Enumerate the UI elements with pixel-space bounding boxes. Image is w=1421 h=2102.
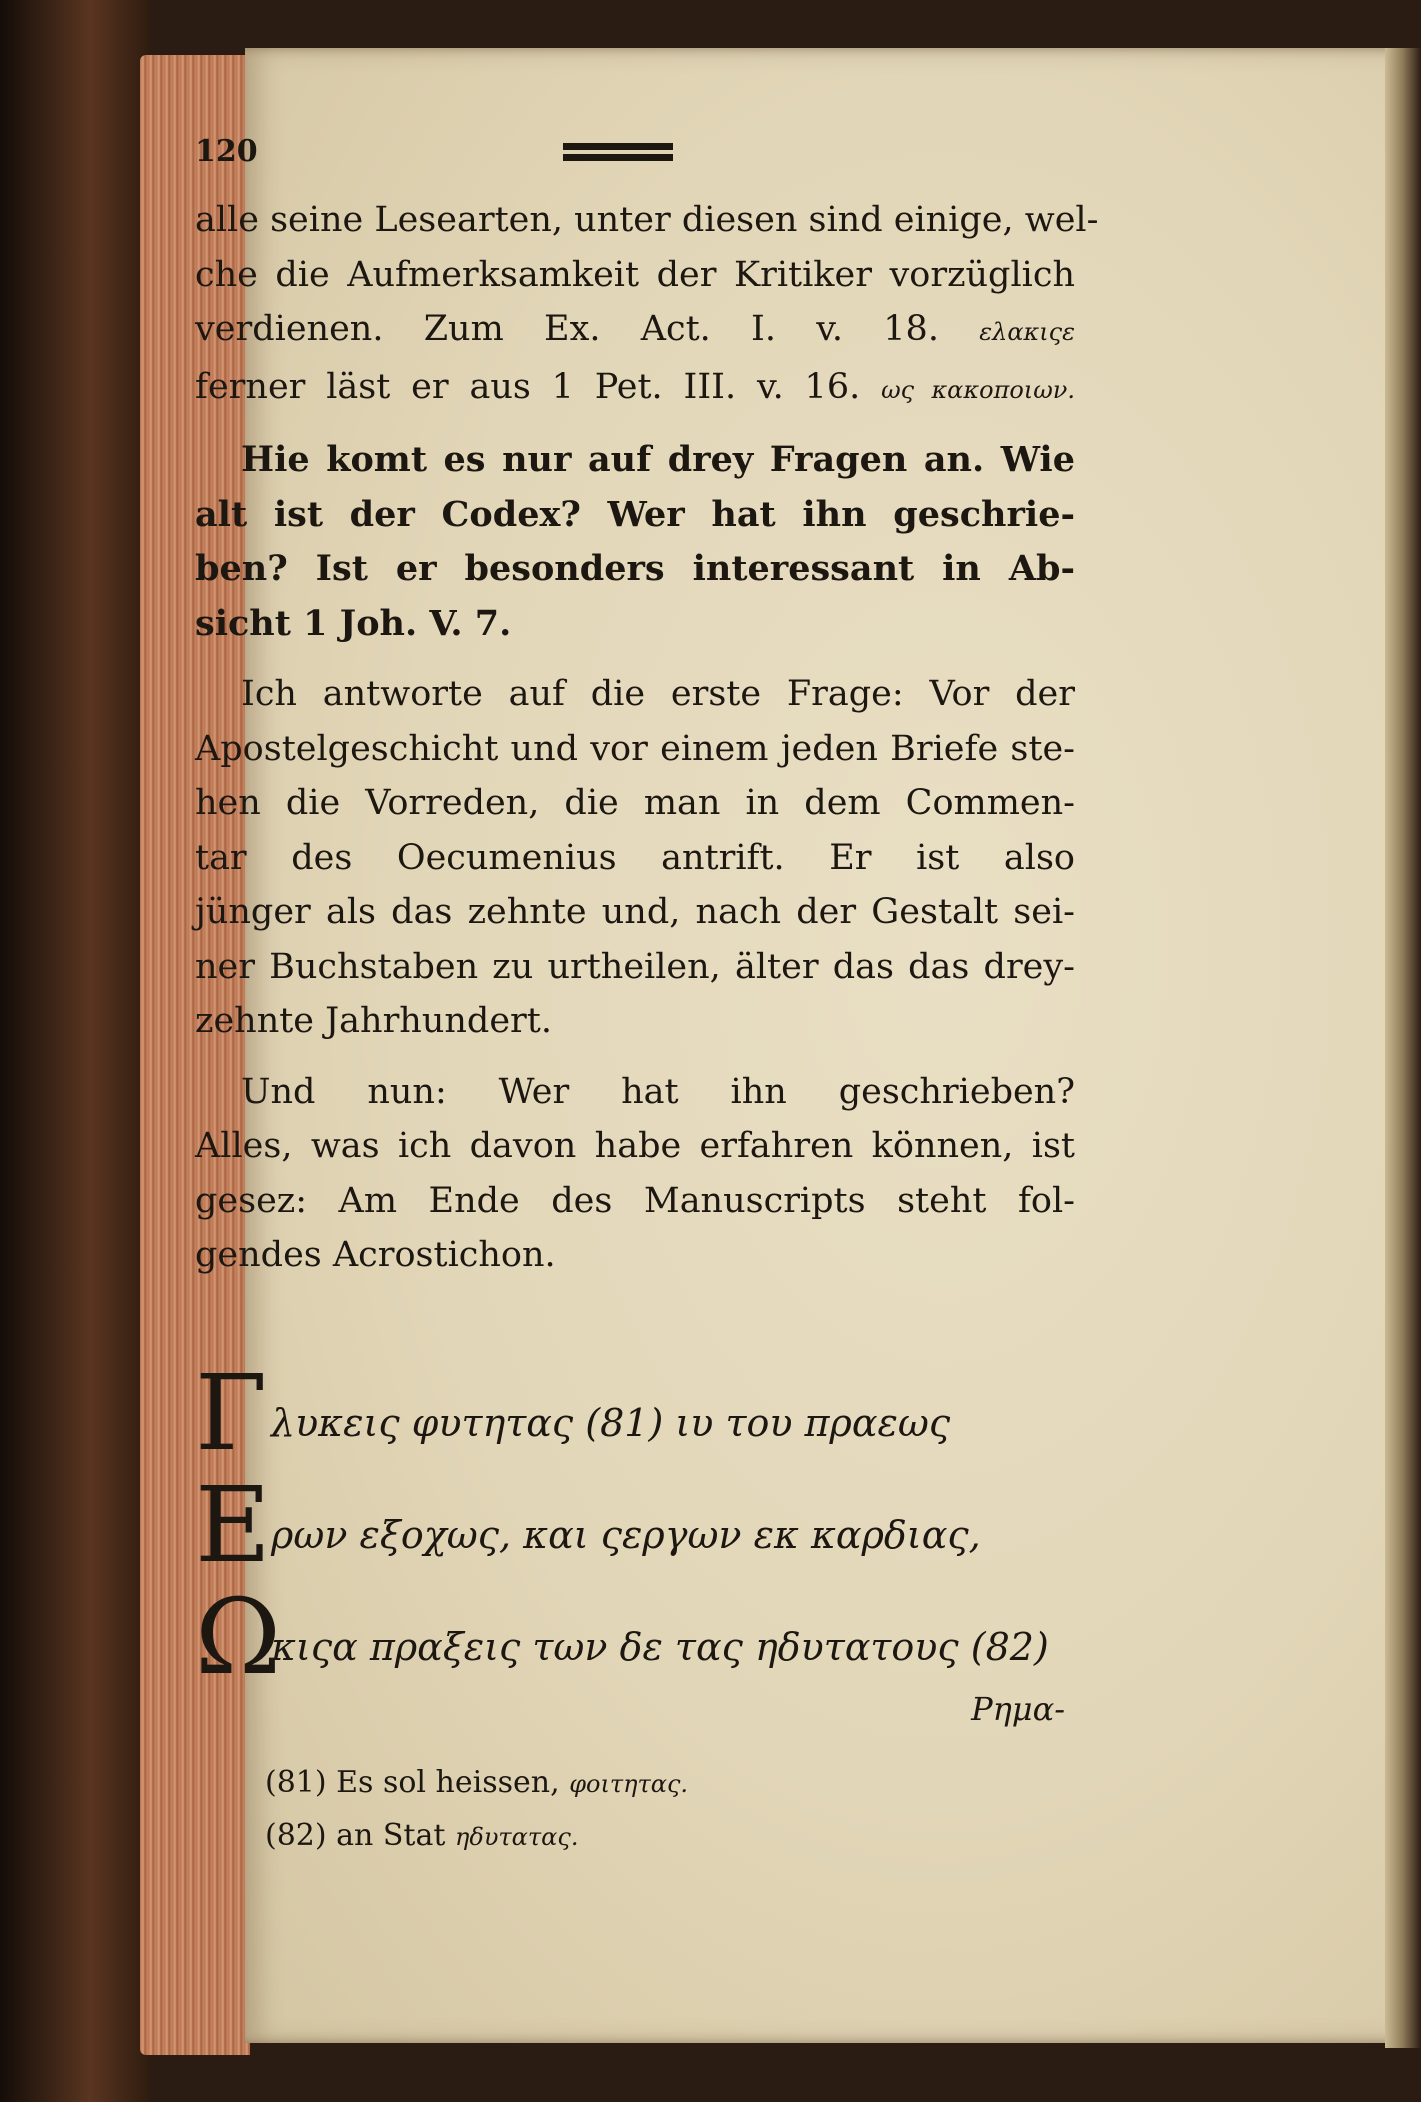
acrostic-text: ρων εξοχως, και ςεργων εκ καρδιας, xyxy=(271,1513,981,1557)
greek-word: ως κακοποιων. xyxy=(881,375,1075,404)
paragraph-author xyxy=(195,1065,1075,1283)
acrostic-initial: Ω xyxy=(195,1575,282,1698)
paragraph-readings xyxy=(195,193,1099,417)
footnote-text: Es sol heissen, xyxy=(336,1764,560,1800)
footnote xyxy=(265,1757,1075,1810)
text-line: tar des Oecumenius antrift. Er ist also xyxy=(195,837,1075,878)
catchword: Ρημα- xyxy=(971,1689,1065,1728)
text-line: alle seine Lesearten, unter diesen sind einige, wel- xyxy=(195,200,1099,240)
text-line: che die Aufmerksamkeit der Kritiker vorzüglich xyxy=(195,254,1075,295)
text-line: zehnte Jahrhundert. xyxy=(195,1001,552,1041)
acrostic-text: κιςα πραξεις των δε τας ηδυτατους (82) xyxy=(271,1625,1049,1669)
paragraph-answer xyxy=(195,667,1075,1049)
footnote-greek: ηδυτατας. xyxy=(454,1822,579,1851)
text-line: Hie komt es nur auf drey Fragen an. Wie xyxy=(241,439,1075,480)
footnote xyxy=(265,1810,1075,1863)
page-text xyxy=(195,125,1099,1863)
text-line: hen die Vorreden, die man in dem Commen- xyxy=(195,783,1075,823)
header-rule-icon xyxy=(563,143,673,161)
text-line xyxy=(195,302,1075,360)
acrostic xyxy=(195,1353,1075,1729)
footnote-marker: (81) xyxy=(265,1764,327,1800)
page-number: 120 xyxy=(195,133,258,169)
text-line: ben? Ist er besonders interessant in Ab- xyxy=(195,548,1075,589)
page-gutter-shadow xyxy=(1385,48,1421,2048)
text-line: gesez: Am Ende des Manuscripts steht fol- xyxy=(195,1180,1075,1221)
text-line xyxy=(195,360,1075,418)
acrostic-line xyxy=(195,1575,1075,1698)
text-line: alt ist der Codex? Wer hat ihn geschrie- xyxy=(195,493,1075,535)
text-segment: verdienen. Zum Ex. Act. I. v. 18. xyxy=(195,309,939,349)
footnotes xyxy=(195,1757,1075,1863)
text-line: Alles, was ich davon habe erfahren können, ist xyxy=(195,1126,1075,1166)
footnote-text: an Stat xyxy=(336,1817,446,1853)
text-line: Apostelgeschicht und vor einem jeden Briefe ste- xyxy=(195,728,1075,769)
text-line: Ich antworte auf die erste Frage: Vor der xyxy=(241,674,1075,714)
running-head xyxy=(195,125,1075,179)
text-line: gendes Acrostichon. xyxy=(195,1235,556,1275)
paragraph-questions xyxy=(195,433,1075,651)
acrostic-line xyxy=(195,1463,1075,1586)
text-line: Und nun: Wer hat ihn geschrieben? xyxy=(241,1071,1075,1112)
text-line: ner Buchstaben zu urtheilen, älter das das drey- xyxy=(195,946,1075,987)
text-segment: ferner läst er aus 1 Pet. III. v. 16. xyxy=(195,366,861,407)
footnote-greek: φοιτητας. xyxy=(569,1769,689,1798)
acrostic-line xyxy=(195,1351,1075,1474)
acrostic-text: λυκεις φυτητας (81) ιυ του πραεως xyxy=(271,1401,951,1445)
acrostic-initial: Γ xyxy=(195,1351,268,1474)
text-line: sicht 1 Joh. V. 7. xyxy=(195,602,512,644)
text-line: jünger als das zehnte und, nach der Gestalt sei- xyxy=(195,892,1075,932)
book-binding xyxy=(0,0,150,2102)
greek-word: ελακιςε xyxy=(979,318,1075,346)
footnote-marker: (82) xyxy=(265,1817,327,1853)
acrostic-initial: Ε xyxy=(195,1463,271,1586)
